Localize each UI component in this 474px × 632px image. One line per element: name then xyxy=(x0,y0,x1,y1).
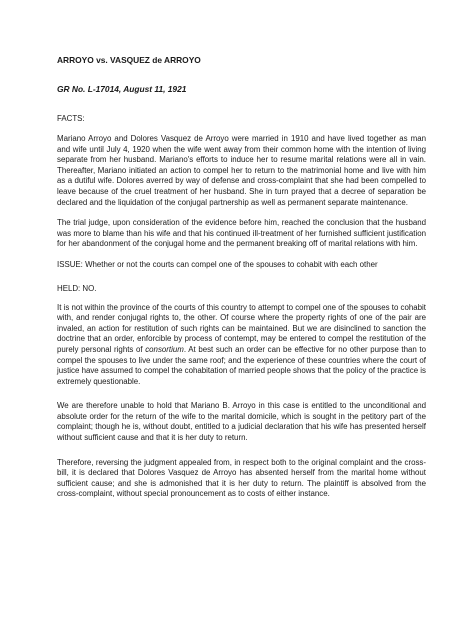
gr-number: GR No. L-17014, August 11, 1921 xyxy=(57,84,187,94)
held-paragraph-2: We are therefore unable to hold that Mariano B. Arroyo in this case is entitled to the unconditional and absolute order for the return of the wife to the marital domicile, which is sought in the petitory part of the complaint; though he is, without doubt, entitled to a judicial declaration that his wife has presented herself without sufficient cause and that it is her duty to return. xyxy=(57,401,426,443)
held-paragraph-1 xyxy=(57,303,426,388)
held-paragraph-3: Therefore, reversing the judgment appealed from, in respect both to the original complaint and the cross-bill, it is declared that Dolores Vasquez de Arroyo has absented herself from the marital home without sufficient cause; and she is admonished that it is her duty to return. The plaintiff is absolved from the cross-complaint, without special pronouncement as to costs of either instance. xyxy=(57,457,426,499)
facts-label: FACTS: xyxy=(57,114,85,123)
case-title: ARROYO vs. VASQUEZ de ARROYO xyxy=(57,55,201,65)
consortium-term: consortium xyxy=(145,344,184,354)
facts-paragraph-1: Mariano Arroyo and Dolores Vasquez de Arroyo were married in 1910 and have lived together as man and wife until July 4, 1920 when the wife went away from their common home with the intention of living separate from her husband. Mariano's efforts to induce her to resume marital relations were all in vain. Thereafter, Mariano initiated an action to compel her to return to the matrimonial home and live with him as a dutiful wife. Dolores averred by way of defense and cross-complaint that she had been compelled to leave because of the cruel treatment of her husband. She in turn prayed that a decree of separation be declared and the liquidation of the conjugal partnership as well as permanent separate maintenance. xyxy=(57,134,426,207)
issue-statement: ISSUE: Whether or not the courts can compel one of the spouses to cohabit with each other xyxy=(57,259,378,269)
held-label: HELD: NO. xyxy=(57,283,97,293)
held-paragraph-1-text-b: . At best such an order can be effective for no other purpose than to compel the spouses to live under the same roof; and the experience of these countries where the court of justice have assumed to compel the cohabitation of married people shows that the policy of the practice is extremely questionable. xyxy=(57,344,426,386)
facts-paragraph-2: The trial judge, upon consideration of the evidence before him, reached the conclusion that the husband was more to blame than his wife and that his continued ill-treatment of her furnished sufficient justification for her abandonment of the conjugal home and the permanent breaking off of marital relations with him. xyxy=(57,218,426,249)
held-paragraph-1-text-a: It is not within the province of the courts of this country to attempt to compel one of the spouses to cohabit with, and render conjugal rights to, the other. Of course where the property rights of one of the pair are invaled, an action for restitution of such rights can be maintained. But we are disinclined to sanction the doctrine that an order, enforcible by process of contempt, may be entered to compel the restitution of the purely personal rights of xyxy=(57,302,426,354)
